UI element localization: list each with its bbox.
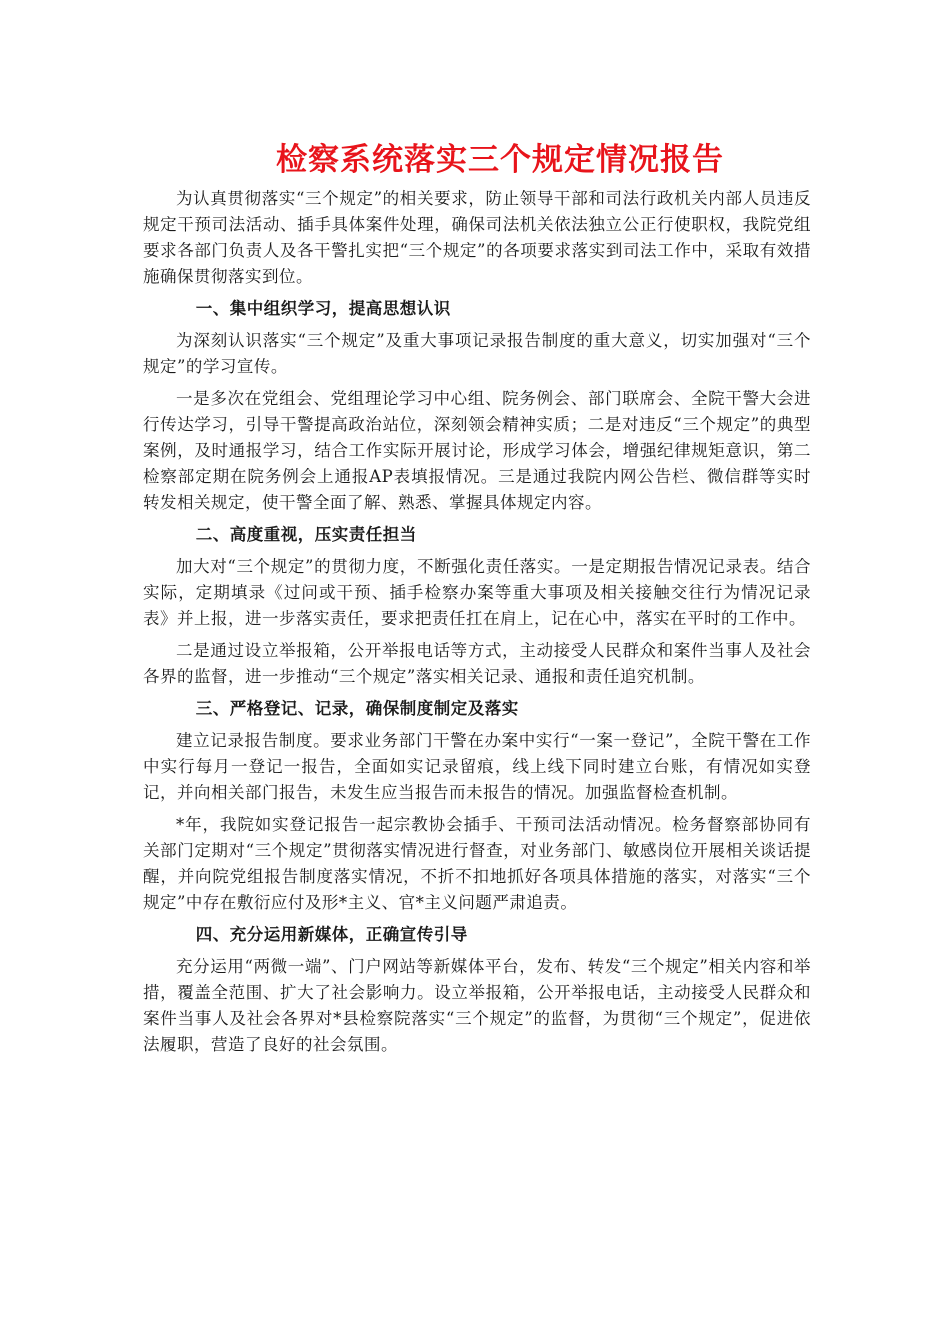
body-paragraph: 加大对“三个规定”的贯彻力度，不断强化责任落实。一是定期报告情况记录表。结合实际，定期填录《过问或干预、插手检察办案等重大事项及相关接触交往行为情况记录表》并上报，进一步落实责任，要求把责任扛在肩上，记在心中，落实在平时的工作中。 <box>143 557 811 628</box>
body-paragraph: 为深刻认识落实“三个规定”及重大事项记录报告制度的重大意义，切实加强对“三个规定”的学习宣传。 <box>143 331 811 376</box>
section-heading-1: 一、集中组织学习，提高思想认识 <box>195 299 451 318</box>
intro-paragraph: 为认真贯彻落实“三个规定”的相关要求，防止领导干部和司法行政机关内部人员违反规定干预司法活动、插手具体案件处理，确保司法机关依法独立公正行使职权，我院党组要求各部门负责人及各干警扎实把“三个规定”的各项要求落实到司法工作中，采取有效措施确保贯彻落实到位。 <box>143 189 811 286</box>
body-paragraph: 充分运用“两微一端”、门户网站等新媒体平台，发布、转发“三个规定”相关内容和举措，覆盖全范围、扩大了社会影响力。设立举报箱，公开举报电话，主动接受人民群众和案件当事人及社会各界对*县检察院落实“三个规定”的监督，为贯彻“三个规定”，促进依法履职，营造了良好的社会氛围。 <box>143 957 811 1054</box>
section-heading-2: 二、高度重视，压实责任担当 <box>195 525 417 544</box>
document-body <box>143 186 811 1064</box>
section-heading-4: 四、充分运用新媒体，正确宣传引导 <box>195 925 468 944</box>
section-heading-3: 三、严格登记、记录，确保制度制定及落实 <box>195 699 519 718</box>
body-paragraph: 一是多次在党组会、党组理论学习中心组、院务例会、部门联席会、全院干警大会进行传达学习，引导干警提高政治站位，深刻领会精神实质；二是对违反“三个规定”的典型案例，及时通报学习，结合工作实际开展讨论，形成学习体会，增强纪律规矩意识，第二检察部定期在院务例会上通报AP表填报情况。三是通过我院内网公告栏、微信群等实时转发相关规定，使干警全面了解、熟悉、掌握具体规定内容。 <box>143 389 811 512</box>
body-paragraph: 二是通过设立举报箱，公开举报电话等方式，主动接受人民群众和案件当事人及社会各界的监督，进一步推动“三个规定”落实相关记录、通报和责任追究机制。 <box>143 641 811 686</box>
body-paragraph: *年，我院如实登记报告一起宗教协会插手、干预司法活动情况。检务督察部协同有关部门定期对“三个规定”贯彻落实情况进行督查，对业务部门、敏感岗位开展相关谈话提醒，并向院党组报告制度落实情况，不折不扣地抓好各项具体措施的落实，对落实“三个规定”中存在敷衍应付及形*主义、官*主义问题严肃追责。 <box>143 815 811 912</box>
document-title: 检察系统落实三个规定情况报告 <box>276 142 724 178</box>
body-paragraph: 建立记录报告制度。要求业务部门干警在办案中实行“一案一登记”，全院干警在工作中实行每月一登记一报告，全面如实记录留痕，线上线下同时建立台账，有情况如实登记，并向相关部门报告，未发生应当报告而未报告的情况。加强监督检查机制。 <box>143 731 811 802</box>
